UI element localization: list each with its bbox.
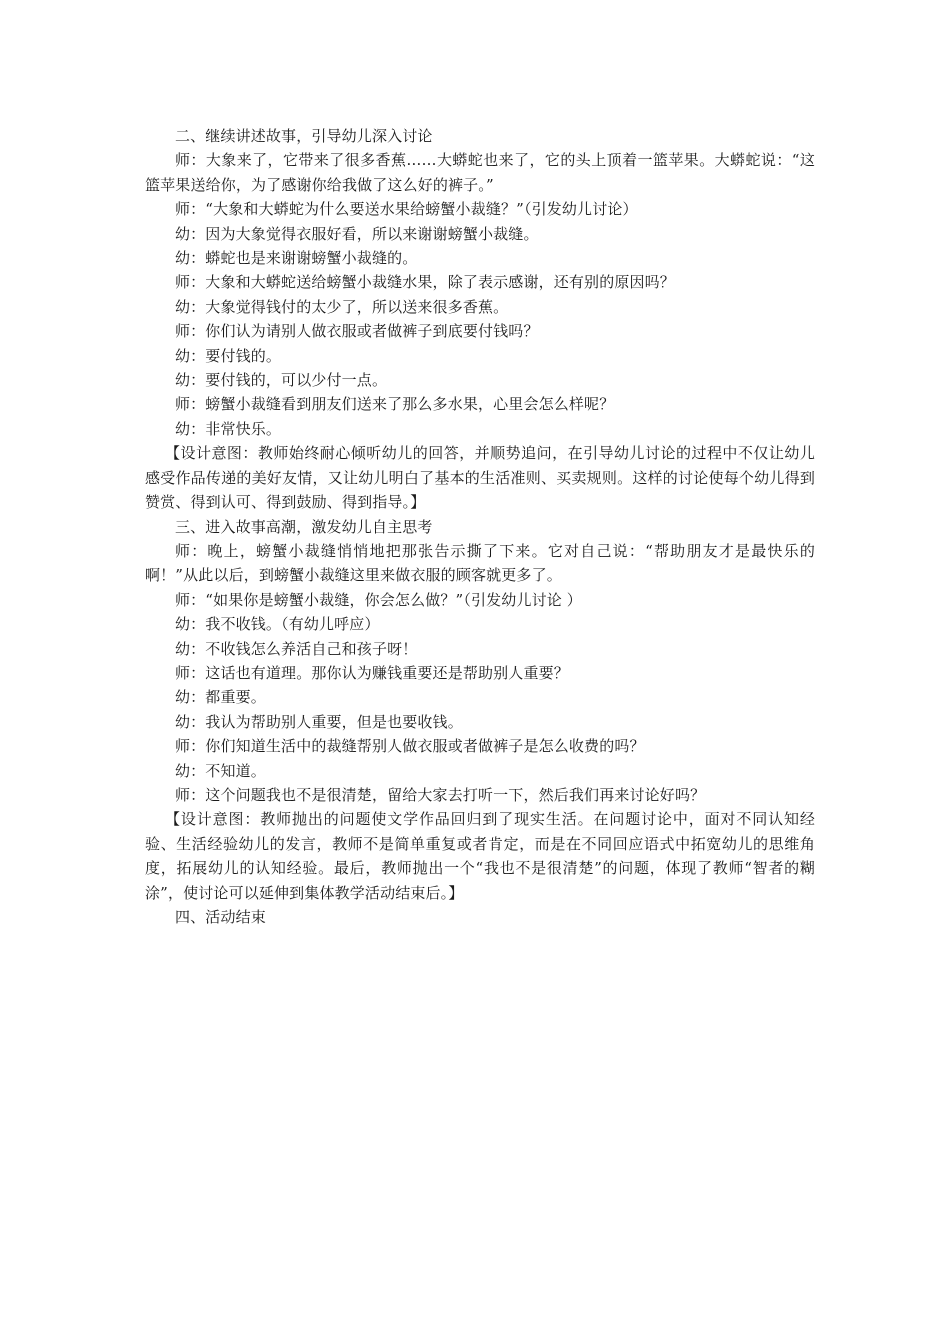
dialogue-line: 幼：非常快乐。: [175, 419, 282, 438]
dialogue-line: 师：这个问题我也不是很清楚，留给大家去打听一下，然后我们再来讨论好吗？: [175, 785, 706, 804]
dialogue-line: 幼：蟒蛇也是来谢谢螃蟹小裁缝的。: [175, 249, 418, 268]
dialogue-line: 师：你们认为请别人做衣服或者做裤子到底要付钱吗？: [175, 322, 539, 341]
dialogue-line: 幼：我认为帮助别人重要，但是也要收钱。: [175, 712, 463, 731]
dialogue-line: 幼：不收钱怎么养活自己和孩子呀！: [175, 639, 418, 658]
dialogue-line: 幼：因为大象觉得衣服好看，所以来谢谢螃蟹小裁缝。: [175, 224, 539, 243]
design-intent-note: 【设计意图：教师始终耐心倾听幼儿的回答，并顺势追问，在引导幼儿讨论的过程中不仅让幼儿感受作品传递的美好友情，又让幼儿明白了基本的生活准则、买卖规则。这样的讨论使每个幼儿得到赞赏、得到认可、得到鼓励、得到指导。】: [145, 444, 815, 512]
dialogue-line: 幼：大象觉得钱付的太少了，所以送来很多香蕉。: [175, 297, 509, 316]
dialogue-line: 幼：我不收钱。（有幼儿呼应）: [175, 615, 380, 634]
section-heading: 三、进入故事高潮，激发幼儿自主思考: [175, 517, 433, 536]
dialogue-line: 师：你们知道生活中的裁缝帮别人做衣服或者做裤子是怎么收费的吗？: [175, 737, 645, 756]
design-intent-note: 【设计意图：教师抛出的问题使文学作品回归到了现实生活。在问题讨论中，面对不同认知经验、生活经验幼儿的发言，教师不是简单重复或者肯定，而是在不同回应语式中拓宽幼儿的思维角度，拓展幼儿的认知经验。最后，教师抛出一个“我也不是很清楚”的问题，体现了教师“智者的糊涂”，使讨论可以延伸到集体教学活动结束后。】: [145, 810, 815, 902]
dialogue-line: 师：“大象和大蟒蛇为什么要送水果给螃蟹小裁缝？”（引发幼儿讨论）: [175, 200, 638, 219]
dialogue-line: 师：螃蟹小裁缝看到朋友们送来了那么多水果，心里会怎么样呢？: [175, 395, 615, 414]
dialogue-line: 师：这话也有道理。那你认为赚钱重要还是帮助别人重要？: [175, 663, 569, 682]
document-body: [145, 124, 815, 929]
dialogue-line: 师：大象来了，它带来了很多香蕉……大蟒蛇也来了，它的头上顶着一篮苹果。大蟒蛇说：“这篮苹果送给你，为了感谢你给我做了这么好的裤子。”: [145, 151, 815, 194]
dialogue-line: 师：大象和大蟒蛇送给螃蟹小裁缝水果，除了表示感谢，还有别的原因吗？: [175, 273, 675, 292]
dialogue-line: 幼：都重要。: [175, 688, 266, 707]
dialogue-line: 师：“如果你是螃蟹小裁缝，你会怎么做？”（引发幼儿讨论 ）: [175, 590, 582, 609]
section-heading: 二、继续讲述故事，引导幼儿深入讨论: [175, 127, 433, 145]
section-heading: 四、活动结束: [175, 908, 266, 926]
dialogue-line: 幼：不知道。: [175, 761, 266, 780]
dialogue-line: 幼：要付钱的，可以少付一点。: [175, 371, 388, 390]
dialogue-line: 幼：要付钱的。: [175, 346, 282, 365]
dialogue-line: 师：晚上，螃蟹小裁缝悄悄地把那张告示撕了下来。它对自己说：“帮助朋友才是最快乐的啊！”从此以后，到螃蟹小裁缝这里来做衣服的顾客就更多了。: [145, 541, 815, 585]
